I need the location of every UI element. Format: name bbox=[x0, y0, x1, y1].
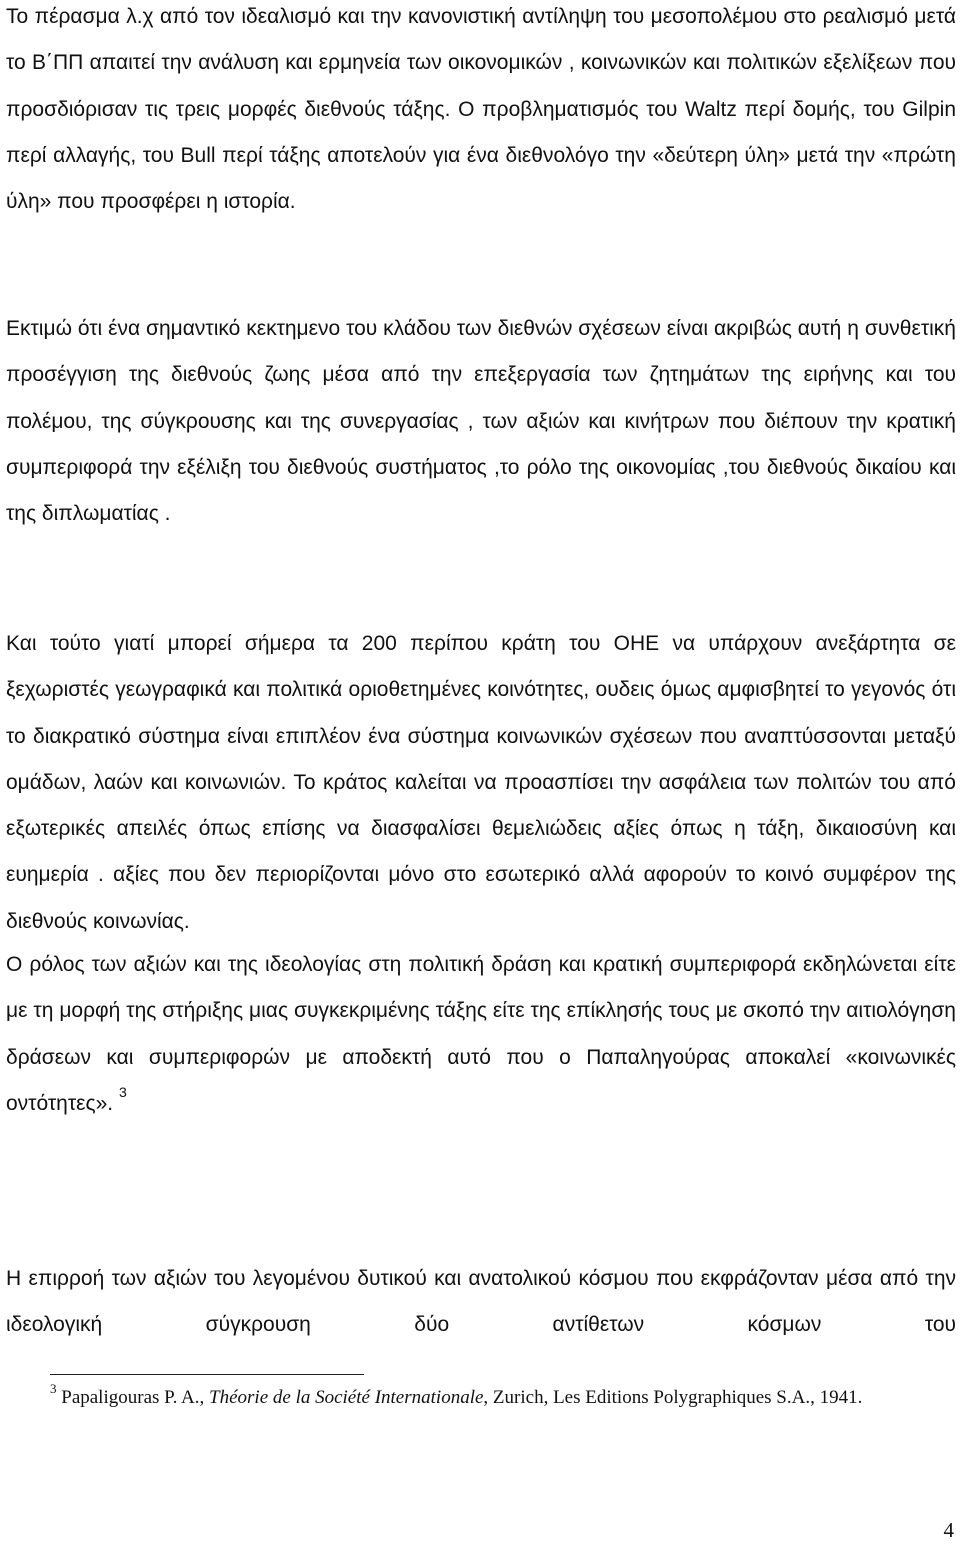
paragraph-2: Εκτιμώ ότι ένα σημαντικό κεκτημενο του κλάδου των διεθνών σχέσεων είναι ακριβώς αυτή η συνθετική προσέγγιση της διεθνούς ζωης μέσα από την επεξεργασία των ζητημάτων της ειρήνης και του πολέμου, της σύγκρουσης και της συνεργασίας , των αξιών και κινήτρων που διέπουν την κρατική συμπεριφορά την εξέλιξη του διεθνούς συστήματος ,το ρόλο της οικονομίας ,του διεθνούς δικαίου και της διπλωματίας . bbox=[6, 317, 956, 526]
page-number: 4 bbox=[943, 1518, 954, 1542]
paragraph-3: Και τούτο γιατί μπορεί σήμερα τα 200 περίπου κράτη του ΟΗΕ να υπάρχουν ανεξάρτητα σε ξεχωριστές γεωγραφικά και πολιτικά οριοθετημένες κοινότητες, ουδεις όμως αμφισβητεί το γεγονός ότι το διακρατικό σύστημα είναι επιπλέον ένα σύστημα κοινωνικών σχέσεων που αναπτύσσονται μεταξύ ομάδων, λαών και κοινωνιών. Το κράτος καλείται να προασπίσει την ασφάλεια των πολιτών του από εξωτερικές απειλές όπως επίσης να διασφαλίσει θεμελιώδεις αξίες όπως η τάξη, δικαιοσύνη και ευημερία . αξίες που δεν περιορίζονται μόνο στο εσωτερικό αλλά αφορούν το κοινό συμφέρον της διεθνούς κοινωνίας. bbox=[6, 632, 956, 933]
paragraph-1: Το πέρασμα λ.χ από τον ιδεαλισμό και την κανονιστική αντίληψη του μεσοπολέμου στο ρεαλισμό μετά το Β΄ΠΠ απαιτεί την ανάλυση και ερμηνεία των οικονομικών , κοινωνικών και πολιτικών εξελίξεων που προσδιόρισαν τις τρεις μορφές διεθνούς τάξης. Ο προβληματισμός του Waltz περί δομής, του Gilpin περί αλλαγής, του Bull περί τάξης αποτελούν για ένα διεθνολόγο την «δεύτερη ύλη» μετά την «πρώτη ύλη» που προσφέρει η ιστορία. bbox=[6, 5, 956, 214]
footnote-details: , Zurich, Les Editions Polygraphiques S.A., 1941. bbox=[483, 1387, 863, 1408]
paragraph-5: Η επιρροή των αξιών του λεγομένου δυτικού και ανατολικού κόσμου που εκφράζονταν μέσα από την ιδεολογική σύγκρουση δύο αντίθετων κόσμων του bbox=[6, 1267, 956, 1337]
footnote-reference: 3 bbox=[118, 1083, 127, 1100]
footnote-number: 3 bbox=[50, 1381, 57, 1396]
footnote-title: Théorie de la Société Internationale bbox=[209, 1387, 484, 1408]
footnote-author: Papaligouras P. A., bbox=[61, 1387, 210, 1408]
paragraph-4 bbox=[6, 942, 956, 1127]
footnote-separator bbox=[50, 1374, 364, 1375]
paragraph-4-text: Ο ρόλος των αξιών και της ιδεολογίας στη πολιτική δράση και κρατική συμπεριφορά εκδηλώνεται είτε με τη μορφή της στήριξης μιας συγκεκριμένης τάξης είτε της επίκλησής τους με σκοπό την αιτιολόγηση δράσεων και συμπεριφορών με αποδεκτή αυτό που ο Παπαληγούρας αποκαλεί «κοινωνικές οντότητες». bbox=[6, 953, 956, 1115]
footnote bbox=[50, 1378, 956, 1418]
